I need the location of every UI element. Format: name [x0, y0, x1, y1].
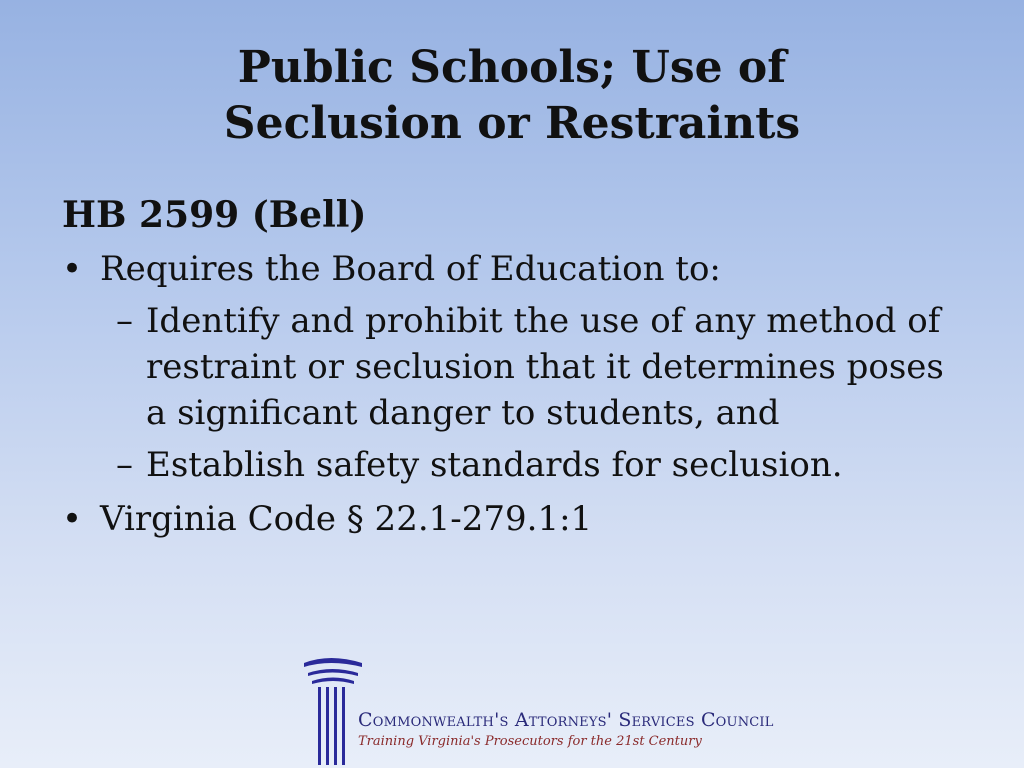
- pillar-icon: [300, 655, 364, 765]
- title-line-1: Public Schools; Use of: [237, 42, 787, 93]
- bill-heading: HB 2599 (Bell): [62, 194, 367, 236]
- council-logo: [300, 655, 774, 755]
- bullet-item: [62, 244, 962, 294]
- sub-bullet-text: Identify and prohibit the use of any method of restraint or seclusion that it determines poses a significant danger to students, and: [146, 301, 944, 433]
- sub-bullet-item: [116, 298, 962, 436]
- slide-body: [62, 188, 962, 544]
- bullet-item: [62, 494, 962, 544]
- sub-bullet-item: [116, 442, 962, 488]
- sub-bullet-symbol: –: [116, 301, 133, 341]
- bullet-text: Virginia Code § 22.1-279.1:1: [100, 499, 593, 539]
- bullet-symbol: •: [62, 249, 83, 289]
- sub-bullet-symbol: –: [116, 445, 133, 485]
- slide-title: [0, 40, 1024, 152]
- council-name: Commonwealth's Attorneys' Services Council: [358, 709, 774, 731]
- title-line-2: Seclusion or Restraints: [223, 98, 801, 149]
- bullet-text: Requires the Board of Education to:: [100, 249, 721, 289]
- bullet-symbol: •: [62, 499, 83, 539]
- council-tagline: Training Virginia's Prosecutors for the 21st Century: [358, 734, 702, 749]
- sub-bullet-text: Establish safety standards for seclusion.: [146, 445, 843, 485]
